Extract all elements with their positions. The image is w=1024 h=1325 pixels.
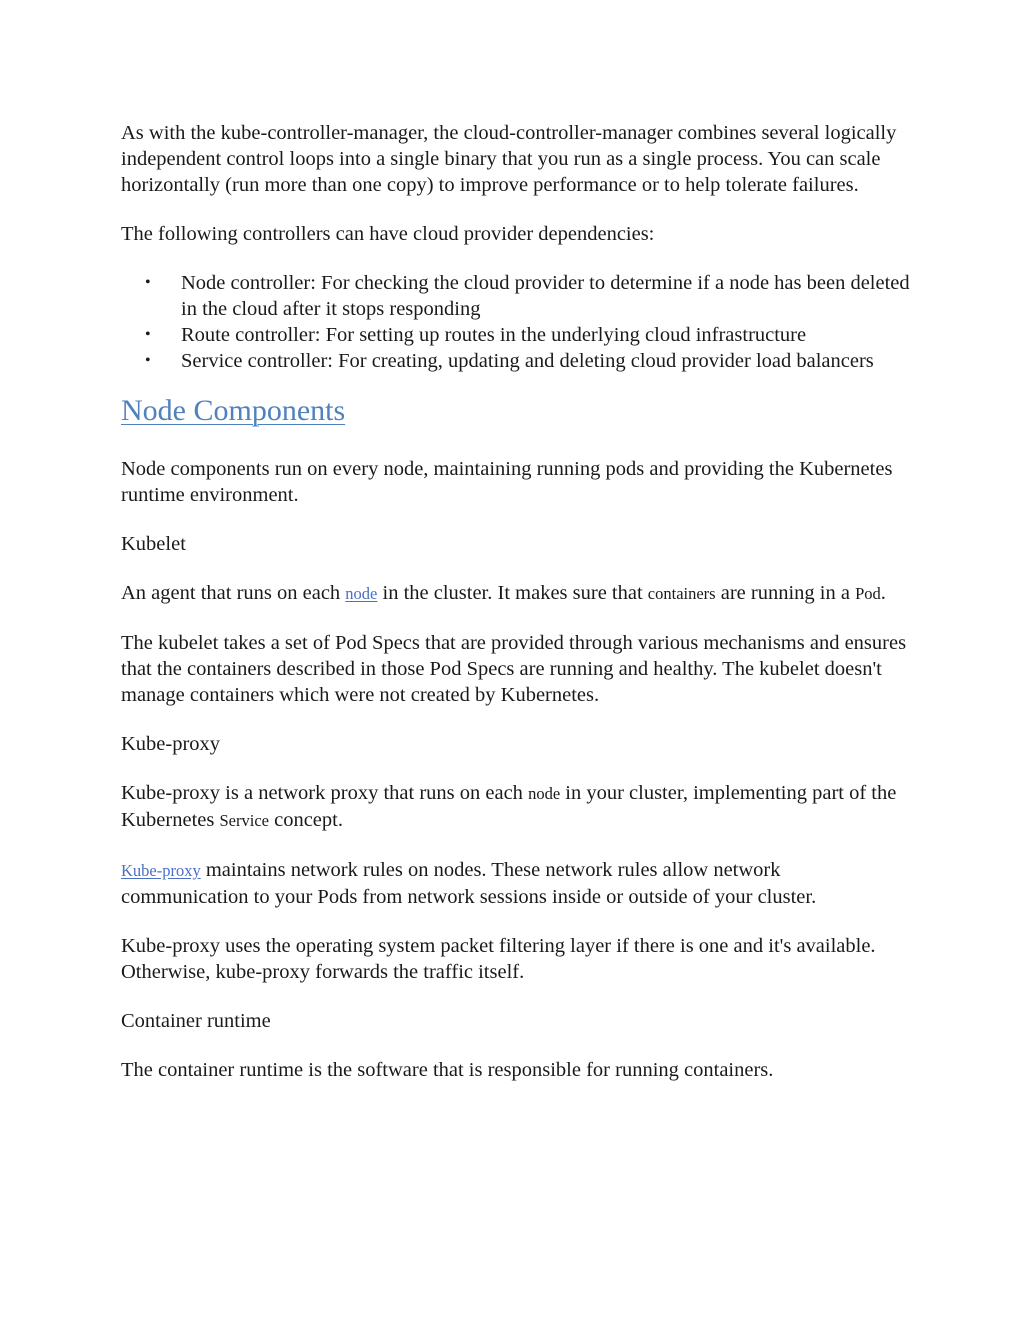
pod-term: Pod (855, 584, 881, 603)
node-components-description: Node components run on every node, maintaining running pods and providing the Kubernetes runtime environment. (121, 458, 893, 506)
kube-proxy-link[interactable]: Kube-proxy (121, 861, 201, 880)
kubelet-agent-text: are running in a (715, 582, 856, 604)
kubelet-agent-paragraph (121, 580, 911, 607)
kube-proxy-filtering-paragraph: Kube-proxy uses the operating system packet filtering layer if there is one and it's available. Otherwise, kube-proxy forwards the traffic itself. (121, 935, 876, 983)
kubelet-agent-text: . (880, 582, 886, 604)
controllers-list (121, 270, 911, 374)
containers-term: containers (647, 584, 716, 603)
list-item (145, 348, 911, 374)
kube-proxy-desc-text: concept. (268, 809, 343, 831)
node-link[interactable]: node (345, 584, 378, 603)
kube-proxy-title: Kube-proxy (121, 733, 221, 755)
list-item (145, 322, 911, 348)
document-page (121, 120, 911, 1106)
kubelet-details-paragraph: The kubelet takes a set of Pod Specs that are provided through various mechanisms and ensures that the containers described in those Pod Specs are running and healthy. The kubelet doesn't manage containers which were not created by Kubernetes. (121, 632, 907, 706)
bullet-icon: • (145, 274, 151, 291)
controllers-list-intro: The following controllers can have cloud provider dependencies: (121, 223, 655, 245)
container-runtime-title: Container runtime (121, 1010, 271, 1032)
kube-proxy-rules-paragraph (121, 857, 911, 910)
service-term: Service (219, 811, 269, 830)
bullet-icon: • (145, 326, 151, 343)
container-runtime-description: The container runtime is the software that is responsible for running containers. (121, 1059, 774, 1081)
list-item-text: Node controller: For checking the cloud provider to determine if a node has been deleted in the cloud after it stops responding (181, 272, 910, 320)
kubelet-title: Kubelet (121, 533, 186, 555)
kube-proxy-description (121, 780, 911, 834)
intro-paragraph: As with the kube-controller-manager, the cloud-controller-manager combines several logically independent control loops into a single binary that you run as a single process. You can scale horizontally (run more than one copy) to improve performance or to help tolerate failures. (121, 122, 897, 196)
node-components-heading[interactable]: Node Components (121, 394, 346, 427)
list-item-text: Route controller: For setting up routes in the underlying cloud infrastructure (181, 324, 807, 346)
kubelet-agent-text: in the cluster. It makes sure that (377, 582, 648, 604)
bullet-icon: • (145, 352, 151, 369)
list-item-text: Service controller: For creating, updating and deleting cloud provider load balancers (181, 350, 874, 372)
node-term: node (528, 784, 561, 803)
list-item (145, 270, 911, 322)
kube-proxy-rules-text: maintains network rules on nodes. These network rules allow network communication to your Pods from network sessions inside or outside of your cluster. (121, 859, 817, 908)
kube-proxy-desc-text: in your cluster, implementing part of the Kubernetes (121, 782, 897, 831)
kubelet-agent-text: An agent that runs on each (121, 582, 346, 604)
kube-proxy-desc-text: Kube-proxy is a network proxy that runs on each (121, 782, 529, 804)
